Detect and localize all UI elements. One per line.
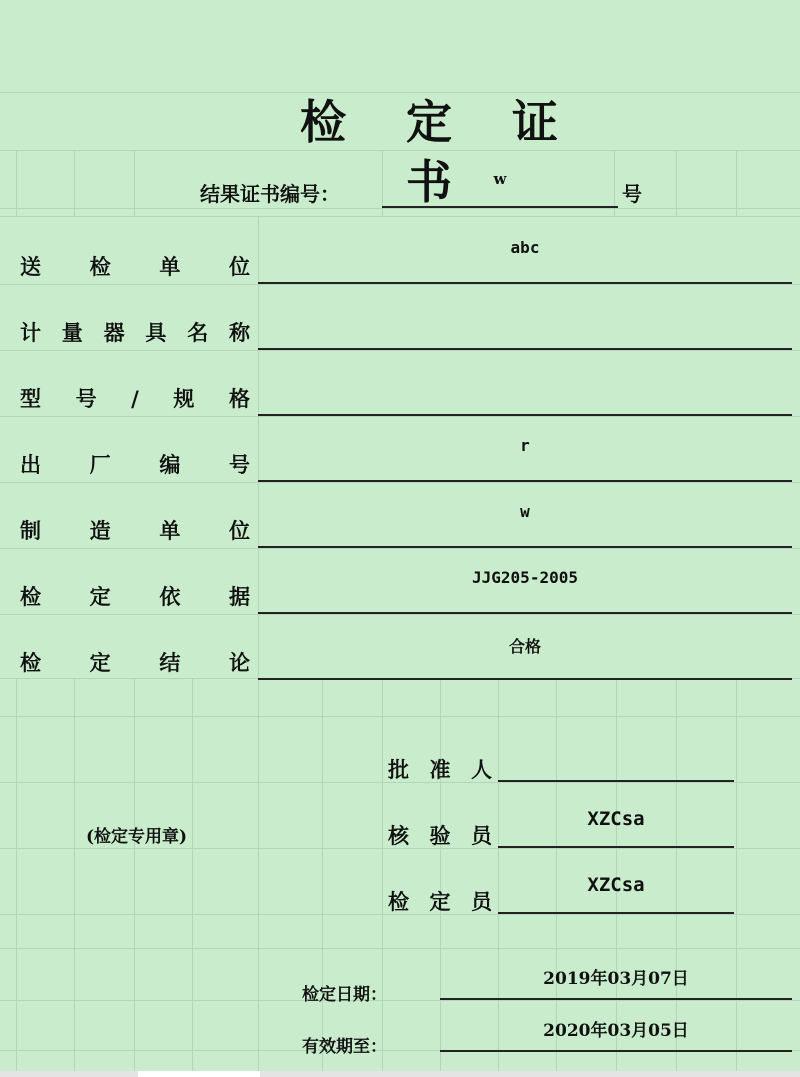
grid-row-line [0,1000,800,1001]
field-label-char: 出 [20,452,41,477]
field-label-char: 器 [103,320,125,345]
grid-column-line [74,150,75,216]
field-value[interactable]: abc [510,238,540,257]
grid-row-line [0,208,800,209]
grid-column-line [440,678,441,1071]
field-label-char: 造 [89,518,111,543]
date-value[interactable]: 2019年03月07日 [543,969,689,989]
signature-label-char: 检 [388,889,409,914]
field-label-char: 单 [159,518,181,543]
field-underline [258,546,792,548]
signature-label-char: 核 [388,823,409,848]
field-label-char: 检 [20,650,41,675]
field-label [20,516,250,546]
grid-column-line [382,678,383,1071]
grid-column-line [192,678,193,1071]
signature-underline [498,780,734,782]
field-label-char: 号 [228,452,250,477]
signature-label-char: 员 [471,823,492,848]
field-label-char: 具 [145,320,167,345]
field-label-char: 单 [159,254,181,279]
signature-label-char: 定 [429,889,451,914]
grid-row-line [0,216,800,217]
field-underline [258,282,792,284]
grid-row-line [0,948,800,949]
field-underline [258,678,792,680]
grid-column-line [74,678,75,1071]
field-label [20,318,250,348]
grid-column-line [736,678,737,1071]
grid-row-line [0,614,800,615]
grid-row-line [0,548,800,549]
date-underline [440,1050,792,1052]
seal-placeholder: (检定专用章) [86,827,188,847]
grid-row-line [0,284,800,285]
grid-row-line [0,716,800,717]
date-label: 检定日期： [302,985,387,1005]
signature-label [388,754,492,784]
field-label-char: 格 [228,386,250,411]
certificate-number-value[interactable]: w [493,170,507,188]
field-label-char: 规 [173,386,195,411]
field-label-char: 名 [187,320,209,345]
field-label-char: 量 [61,320,83,345]
grid-column-line [134,678,135,1071]
field-value[interactable]: JJG205-2005 [472,568,578,587]
date-underline [440,998,792,1000]
field-label-char: 论 [228,650,250,675]
certificate-number-suffix: 号 [622,182,642,206]
field-label-char: 计 [20,320,41,345]
certificate-number-label: 结果证书编号： [200,182,340,206]
field-label-char: 称 [228,320,250,345]
sheet-tab-bar [0,1071,800,1077]
field-label [20,648,250,678]
field-label-char: 据 [228,584,250,609]
signature-label-char: 员 [471,889,492,914]
field-label-char: 结 [159,650,181,675]
field-underline [258,414,792,416]
field-label-char: 厂 [89,452,111,477]
grid-column-line [16,150,17,216]
signature-label [388,820,492,850]
field-label [20,582,250,612]
field-value[interactable]: 合格 [508,637,541,656]
sheet-tab[interactable] [138,1071,260,1077]
field-label-char: 检 [20,584,41,609]
signature-label-char: 人 [471,757,492,782]
field-label-char: 位 [228,254,250,279]
grid-row-line [0,350,800,351]
field-label [20,252,250,282]
grid-row-line [0,416,800,417]
grid-column-line [736,150,737,216]
signature-label-char: 批 [388,757,409,782]
certificate-number-underline [382,206,618,208]
field-label-char: 型 [20,386,41,411]
field-value[interactable]: w [520,502,530,521]
field-label-char: 检 [89,254,111,279]
field-label-char: 定 [89,650,111,675]
signature-label-char: 准 [429,757,451,782]
field-underline [258,480,792,482]
signature-label [388,886,492,916]
field-label-char: 定 [89,584,111,609]
date-label: 有效期至： [302,1037,387,1057]
signature-underline [498,912,734,914]
field-label-char: / [131,386,139,411]
field-label-char: 号 [75,386,97,411]
field-label-char: 编 [159,452,181,477]
field-underline [258,612,792,614]
date-value[interactable]: 2020年03月05日 [543,1021,689,1041]
grid-column-line [134,150,135,216]
grid-column-line [322,678,323,1071]
field-label [20,450,250,480]
field-label-char: 依 [159,584,181,609]
field-underline [258,348,792,350]
page-title: 检 定 证 书 [299,95,581,209]
signature-value[interactable]: XZCsa [587,874,645,896]
field-value[interactable]: r [520,436,530,455]
field-label-char: 位 [228,518,250,543]
grid-column-line [16,678,17,1071]
grid-row-line [0,482,800,483]
field-label-char: 制 [20,518,41,543]
signature-underline [498,846,734,848]
grid-column-line [676,150,677,216]
signature-label-char: 验 [429,823,451,848]
field-label-char: 送 [20,254,41,279]
signature-value[interactable]: XZCsa [587,808,645,830]
field-label [20,384,250,414]
